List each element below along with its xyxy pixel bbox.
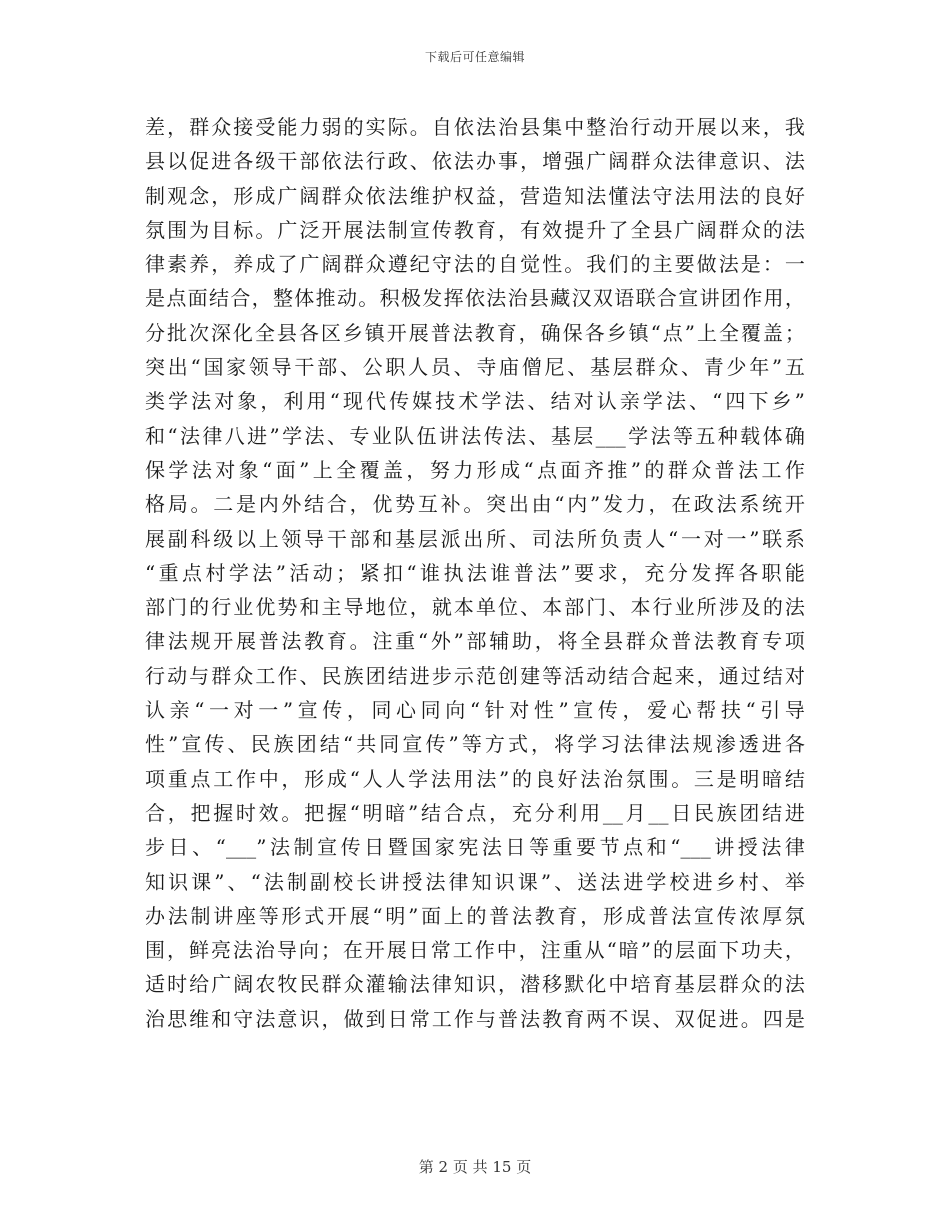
paragraph-line: 步日、“___”法制宣传日暨国家宪法日等重要节点和“___讲授法律 — [145, 835, 805, 860]
page-header-note: 下载后可任意编辑 — [424, 50, 525, 64]
paragraph-line: 县以促进各级干部依法行政、依法办事，增强广阔群众法律意识、法 — [145, 149, 805, 174]
paragraph-line: 合，把握时效。把握“明暗”结合点，充分利用__月__日民族团结进 — [145, 800, 805, 825]
paragraph-line: 性”宣传、民族团结“共同宣传”等方式，将学习法律法规渗透进各 — [145, 732, 805, 757]
page-number-footer: 第 2 页 共 15 页 — [418, 1158, 532, 1176]
paragraph-line: 围，鲜亮法治导向；在开展日常工作中，注重从“暗”的层面下功夫， — [145, 938, 805, 963]
paragraph-line: 和“法律八进”学法、专业队伍讲法传法、基层___学法等五种载体确 — [145, 423, 805, 448]
paragraph-line: 类学法对象，利用“现代传媒技术学法、结对认亲学法、“四下乡” — [145, 389, 805, 414]
paragraph-line: 治思维和守法意识，做到日常工作与普法教育两不误、双促进。四是 — [145, 1006, 805, 1031]
paragraph-line: 适时给广阔农牧民群众灌输法律知识，潜移默化中培育基层群众的法 — [145, 972, 805, 997]
paragraph-line: 律法规开展普法教育。注重“外”部辅助，将全县群众普法教育专项 — [145, 629, 805, 654]
paragraph-line: 办法制讲座等形式开展“明”面上的普法教育，形成普法宣传浓厚氛 — [145, 903, 805, 928]
paragraph-line: 展副科级以上领导干部和基层派出所、司法所负责人“一对一”联系 — [145, 526, 805, 551]
paragraph-line: 格局。二是内外结合，优势互补。突出由“内”发力，在政法系统开 — [145, 492, 805, 517]
paragraph-line: 分批次深化全县各区乡镇开展普法教育，确保各乡镇“点”上全覆盖； — [145, 320, 805, 345]
paragraph-line: 保学法对象“面”上全覆盖，努力形成“点面齐推”的群众普法工作 — [145, 457, 805, 482]
paragraph-line: “重点村学法”活动；紧扣“谁执法谁普法”要求，充分发挥各职能 — [145, 560, 805, 585]
paragraph-line: 氛围为目标。广泛开展法制宣传教育，有效提升了全县广阔群众的法 — [145, 217, 805, 242]
paragraph-line: 行动与群众工作、民族团结进步示范创建等活动结合起来，通过结对 — [145, 663, 805, 688]
paragraph-line: 律素养，养成了广阔群众遵纪守法的自觉性。我们的主要做法是：一 — [145, 252, 805, 277]
paragraph-line: 认亲“一对一”宣传，同心同向“针对性”宣传，爱心帮扶“引导 — [145, 698, 805, 723]
paragraph-line: 差，群众接受能力弱的实际。自依法治县集中整治行动开展以来，我 — [145, 115, 805, 139]
paragraph-line: 部门的行业优势和主导地位，就本单位、本部门、本行业所涉及的法 — [145, 595, 805, 620]
paragraph-line: 制观念，形成广阔群众依法维护权益，营造知法懂法守法用法的良好 — [145, 183, 805, 208]
paragraph-line: 突出“国家领导干部、公职人员、寺庙僧尼、基层群众、青少年”五 — [145, 355, 805, 380]
paragraph-line: 知识课”、“法制副校长讲授法律知识课”、送法进学校进乡村、举 — [145, 869, 805, 894]
paragraph-line: 项重点工作中，形成“人人学法用法”的良好法治氛围。三是明暗结 — [145, 766, 805, 791]
paragraph-line: 是点面结合，整体推动。积极发挥依法治县藏汉双语联合宣讲团作用， — [145, 286, 805, 311]
document-body — [145, 110, 805, 1036]
